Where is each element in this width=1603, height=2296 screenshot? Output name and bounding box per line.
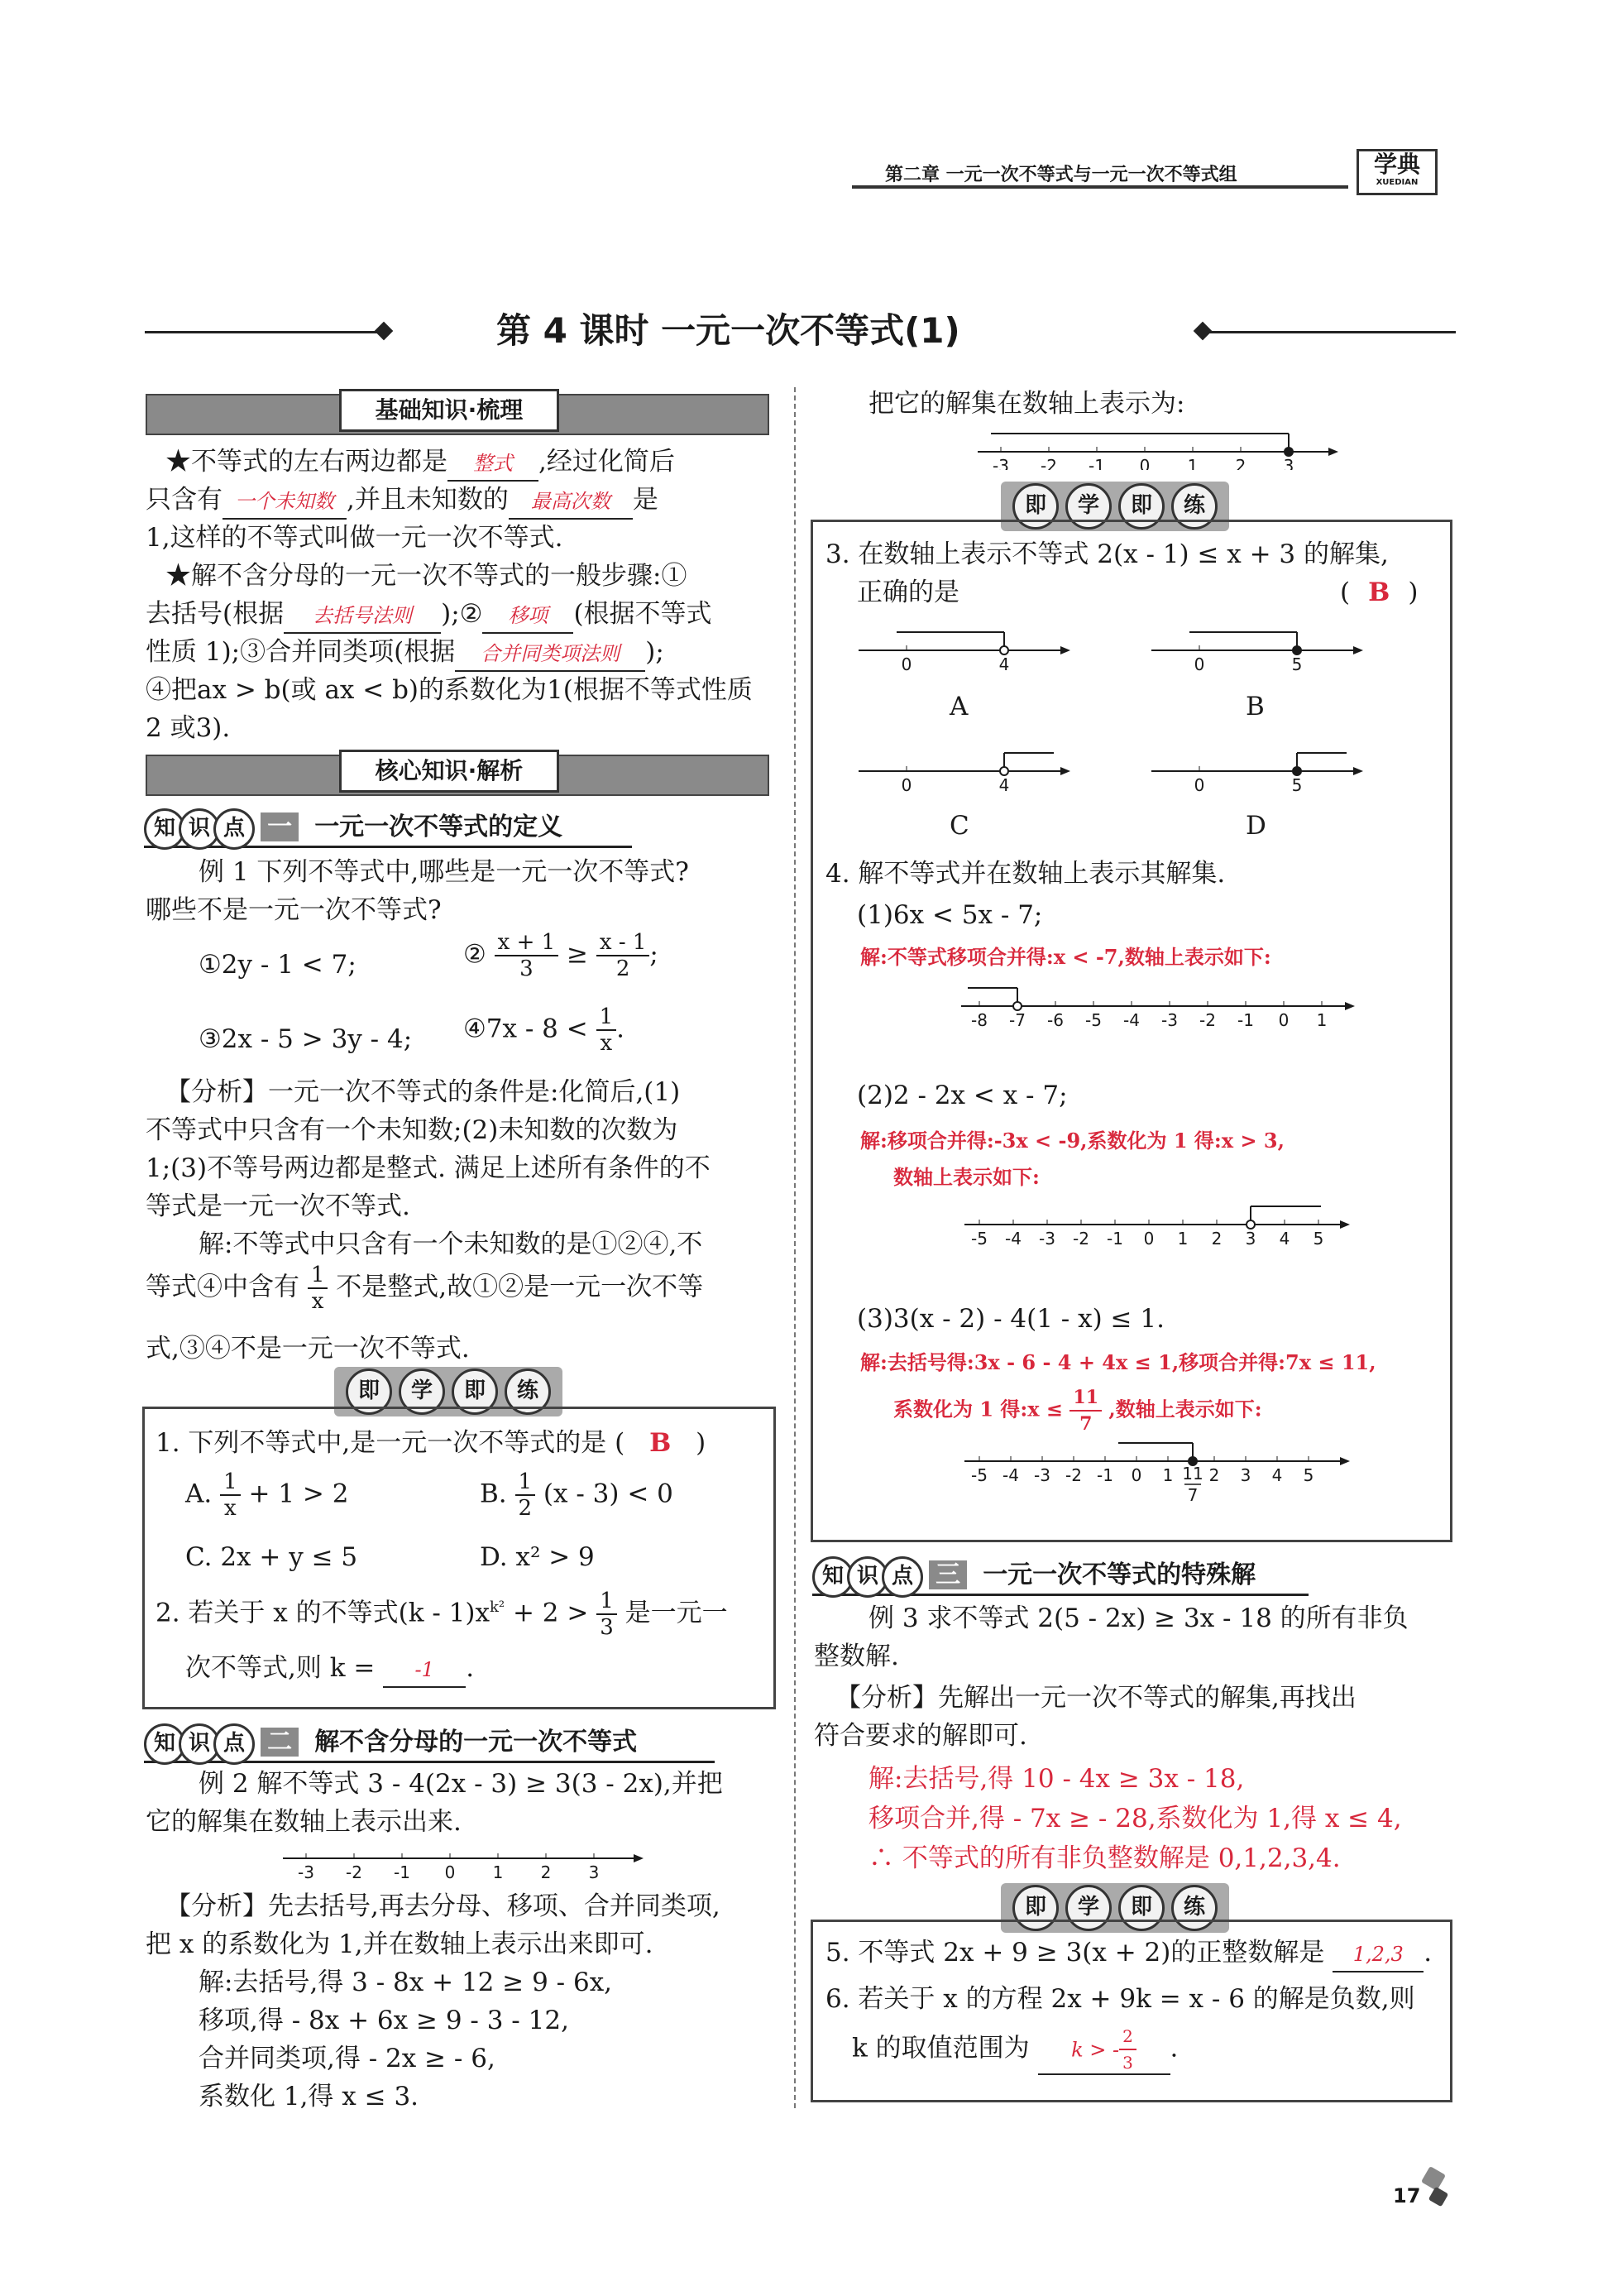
ex2-solution-1: 解:去括号,得 3 - 8x + 12 ≥ 9 - 6x, [199,1968,613,1997]
ex2-analysis-1: 【分析】先去括号,再去分母、移项、合并同类项, [165,1891,720,1921]
ex3-solution-3: ∴ 不等式的所有非负整数解是 0,1,2,3,4. [868,1843,1341,1873]
closed-point [1285,448,1293,456]
axis-arrow [1060,767,1070,775]
ex1-solution-2: 等式④中含有 $\frac{1}{x}$ 不是整式,故①②是一元一次不等 [146,1263,704,1314]
tick-label: 5 [1291,654,1303,674]
title-diamond-left [375,322,394,341]
page-number: 17 [1393,2184,1421,2207]
tick-label: 5 [1313,1229,1324,1249]
basic-line-3: 1,这样的不等式叫做一元一次不等式. [146,523,563,553]
ex2-solution-4: 系数化 1,得 x ≤ 3. [199,2082,419,2111]
ex1-item-3: ③2x - 5 > 3y - 4; [199,1024,413,1054]
open-point [1000,767,1008,775]
basic-line-1: ★不等式的左右两边都是 整式 ,经过化简后 [165,445,675,482]
tick-label: 4 [998,775,1010,795]
ex2-q2: 它的解集在数轴上表示出来. [146,1807,462,1837]
ex2-analysis-2: 把 x 的系数化为 1,并在数轴上表示出来即可. [146,1929,653,1959]
pr1-option-b: B. $\frac{1}{2}$ (x - 3) < 0 [480,1469,673,1521]
ex2-number-line [281,1843,645,1888]
basic-line-4: ★解不含分母的一元一次不等式的一般步骤:① [165,561,687,591]
tick-label: 0 [901,775,912,795]
tick-label: -2 [346,1862,362,1882]
basic-line-8: 2 或3). [146,713,231,743]
axis-arrow [1353,646,1363,654]
tick-label: -1 [1237,1010,1254,1030]
pr1-question: 1. 下列不等式中,是一元一次不等式的是 ( B ) [156,1428,706,1458]
tick-label: 4 [998,654,1010,674]
axis-arrow [1328,448,1338,456]
tick-label: 1 [1316,1010,1328,1030]
tick-label: 2 [540,1862,552,1882]
basic-section-title: 基础知识·梳理 [339,389,559,432]
ex3-solution-1: 解:去括号,得 10 - 4x ≥ 3x - 18, [868,1764,1245,1794]
chapter-title: 第二章 一元一次不等式与一元一次不等式组 [885,165,1237,185]
tick-label: 0 [901,654,912,674]
pr4-question: 4. 解不等式并在数轴上表示其解集. [825,859,1226,889]
ex3-q1: 例 3 求不等式 2(5 - 2x) ≥ 3x - 18 的所有非负 [868,1603,1409,1633]
tick-label: 2 [1235,456,1247,470]
ex3-q2: 整数解. [814,1642,899,1671]
pr4-solution-3b: 系数化为 1 得:x ≤ $\frac{11}{7}$ ,数轴上表示如下: [893,1387,1262,1435]
tick-label: 1 [492,1862,504,1882]
hexagon-ornament-2 [1428,2187,1449,2207]
kp1-heading: 知 识 点 一 一元一次不等式的定义 [144,806,632,848]
ex3-solution-2: 移项合并,得 - 7x ≥ - 28,系数化为 1,得 x ≤ 4, [868,1804,1402,1833]
tick-label: 3 [1240,1465,1251,1485]
pr4-solution-3a: 解:去括号得:3x - 6 - 4 + 4x ≤ 1,移项合并得:7x ≤ 11, [860,1350,1376,1374]
pr3-option-c-line [857,741,1072,803]
pr3-answer: ( B ) [1340,578,1419,607]
tick-label: -3 [1034,1465,1050,1485]
practice-heading-1: 即 学 即 练 [334,1367,562,1416]
ex2-intro: 把它的解集在数轴上表示为: [868,389,1185,419]
kp2-heading: 知 识 点 二 解不含分母的一元一次不等式 [144,1721,715,1763]
open-point [1247,1220,1255,1229]
pr4-solution-2a: 解:移项合并得:-3x < -9,系数化为 1 得:x > 3, [860,1129,1285,1153]
column-divider [794,387,796,2108]
ex1-q2: 哪些不是一元一次不等式? [146,895,442,925]
ex1-analysis-1: 【分析】一元一次不等式的条件是:化简后,(1) [165,1077,681,1107]
tick-label: 0 [1143,1229,1155,1249]
ex2-solution-3: 合并同类项,得 - 2x ≥ - 6, [199,2044,495,2073]
tick-label: -1 [1097,1465,1113,1485]
pr6-question-cont: k 的取值范围为 k > - $\frac{2}{3}$ . [852,2024,1178,2075]
tick-label: 3 [1245,1229,1256,1249]
pr4-part-2: (2)2 - 2x < x - 7; [857,1081,1068,1110]
tick-label: -2 [1199,1010,1216,1030]
ex2-q1: 例 2 解不等式 3 - 4(2x - 3) ≥ 3(3 - 2x),并把 [199,1769,723,1799]
tick-label: 2 [1211,1229,1223,1249]
ex3-analysis-1: 【分析】先解出一元一次不等式的解集,再找出 [835,1683,1357,1713]
lesson-title: 第 4 课时 一元一次不等式(1) [496,310,960,351]
ex1-solution-1: 解:不等式中只含有一个未知数的是①②④,不 [199,1229,703,1259]
ex1-item-2: ② $\frac{x + 1}{3}$ ≥ $\frac{x - 1}{2}$ ; [463,930,658,981]
axis-arrow [1353,767,1363,775]
basic-line-2: 只含有 一个未知数 ,并且未知数的 最高次数 是 [146,483,658,520]
title-rule-right [1208,331,1456,333]
open-point [1000,646,1008,654]
ex2-solution-number-line [976,420,1340,473]
tick-label: -7 [1009,1010,1026,1030]
pr4-number-line-1 [959,976,1357,1038]
practice-heading-3: 即 学 即 练 [1001,1883,1229,1933]
pr4-part-1: (1)6x < 5x - 7; [857,900,1043,930]
pr3-option-b-line [1150,621,1365,682]
tick-label: 0 [1194,654,1205,674]
pr3-label-b: B [1246,692,1265,721]
tick-label: 0 [1194,775,1205,795]
tick-label: -4 [1005,1229,1022,1249]
tick-label: -3 [1039,1229,1055,1249]
tick-label: 4 [1279,1229,1290,1249]
basic-line-6: 性质 1);③合并同类项(根据 合并同类项法则 ); [146,635,664,672]
core-section-title: 核心知识·解析 [339,750,559,793]
tick-label: -8 [971,1010,988,1030]
brand-logo: 学典 XUEDIAN [1357,149,1438,195]
fraction-tick-label: 7 [1187,1485,1199,1505]
pr4-part-3: (3)3(x - 2) - 4(1 - x) ≤ 1. [857,1304,1165,1334]
tick-label: 0 [444,1862,456,1882]
pr4-number-line-3 [963,1431,1352,1526]
ex1-analysis-3: 1;(3)不等号两边都是整式. 满足上述所有条件的不 [146,1153,711,1183]
title-rule-left [145,331,385,333]
pr2-question-cont: 次不等式,则 k = -1 . [185,1651,474,1688]
pr3-option-d-line [1150,741,1365,803]
axis-arrow [1345,1002,1355,1010]
open-point [1013,1002,1022,1010]
tick-label: 5 [1303,1465,1314,1485]
pr6-question: 6. 若关于 x 的方程 2x + 9k = x - 6 的解是负数,则 [825,1984,1415,2014]
ex1-item-4: ④7x - 8 < $\frac{1}{x}$ . [463,1004,624,1056]
tick-label: -1 [1089,456,1105,470]
pr2-question: 2. 若关于 x 的不等式$(k - 1)x^{k^2} + 2$ > $\frac{1}{3}$ 是一元一 [156,1589,728,1640]
tick-label: -3 [993,456,1009,470]
tick-label: -5 [971,1229,988,1249]
tick-label: 3 [1283,456,1294,470]
closed-point [1293,646,1301,654]
tick-label: -4 [1002,1465,1019,1485]
pr4-solution-1: 解:不等式移项合并得:x < -7,数轴上表示如下: [860,945,1271,969]
pr4-solution-2b: 数轴上表示如下: [893,1165,1040,1189]
axis-arrow [1060,646,1070,654]
tick-label: 1 [1162,1465,1174,1485]
pr4-number-line-2 [963,1195,1352,1256]
ex3-analysis-2: 符合要求的解即可. [814,1721,1027,1751]
pr3-label-d: D [1246,811,1266,841]
pr1-option-d: D. x² > 9 [480,1542,595,1572]
pr3-question-2: 正确的是 [857,578,959,607]
tick-label: -6 [1047,1010,1064,1030]
pr1-option-a: A. $\frac{1}{x}$ + 1 > 2 [185,1469,349,1521]
basic-line-7: ④把ax > b(或 ax < b)的系数化为1(根据不等式性质 [146,675,753,705]
tick-label: -1 [1107,1229,1123,1249]
tick-label: 4 [1271,1465,1283,1485]
tick-label: 0 [1131,1465,1142,1485]
pr3-question-1: 3. 在数轴上表示不等式 2(x - 1) ≤ x + 3 的解集, [825,539,1389,569]
tick-label: 1 [1187,456,1199,470]
tick-label: 1 [1177,1229,1189,1249]
fraction-tick-label: 11 [1182,1464,1203,1484]
tick-label: 0 [1139,456,1151,470]
tick-label: 3 [588,1862,600,1882]
pr1-option-c: C. 2x + y ≤ 5 [185,1542,358,1572]
tick-label: -3 [1161,1010,1178,1030]
tick-label: -2 [1041,456,1057,470]
pr3-option-a-line [857,621,1072,682]
tick-label: -3 [298,1862,314,1882]
tick-label: 2 [1208,1465,1220,1485]
pr5-question: 5. 不等式 2x + 9 ≥ 3(x + 2)的正整数解是 1,2,3 . [825,1936,1432,1972]
closed-point [1293,767,1301,775]
ex1-solution-3: 式,③④不是一元一次不等式. [146,1334,470,1364]
hexagon-ornament [1421,2166,1446,2191]
tick-label: 5 [1291,775,1303,795]
tick-label: -2 [1065,1465,1082,1485]
tick-label: -5 [971,1465,988,1485]
pr3-label-a: A [950,692,969,721]
axis-arrow [1340,1220,1350,1229]
ex1-analysis-2: 不等式中只含有一个未知数;(2)未知数的次数为 [146,1115,678,1145]
axis-arrow [1340,1457,1350,1465]
kp3-heading: 知 识 点 三 一元一次不等式的特殊解 [812,1554,1309,1596]
ex1-analysis-4: 等式是一元一次不等式. [146,1191,410,1221]
tick-label: 0 [1278,1010,1290,1030]
tick-label: -5 [1085,1010,1102,1030]
pr3-label-c: C [950,811,969,841]
ex1-q1: 例 1 下列不等式中,哪些是一元一次不等式? [199,857,689,887]
tick-label: -1 [394,1862,410,1882]
tick-label: -4 [1123,1010,1140,1030]
chapter-header [852,156,1348,189]
ex1-item-1: ①2y - 1 < 7; [199,950,356,980]
axis-arrow [634,1854,644,1862]
basic-line-5: 去括号(根据 去括号法则 );② 移项 (根据不等式 [146,597,712,634]
tick-label: -2 [1073,1229,1089,1249]
ex2-solution-2: 移项,得 - 8x + 6x ≥ 9 - 3 - 12, [199,2006,569,2035]
practice-heading-2: 即 学 即 练 [1001,482,1229,531]
